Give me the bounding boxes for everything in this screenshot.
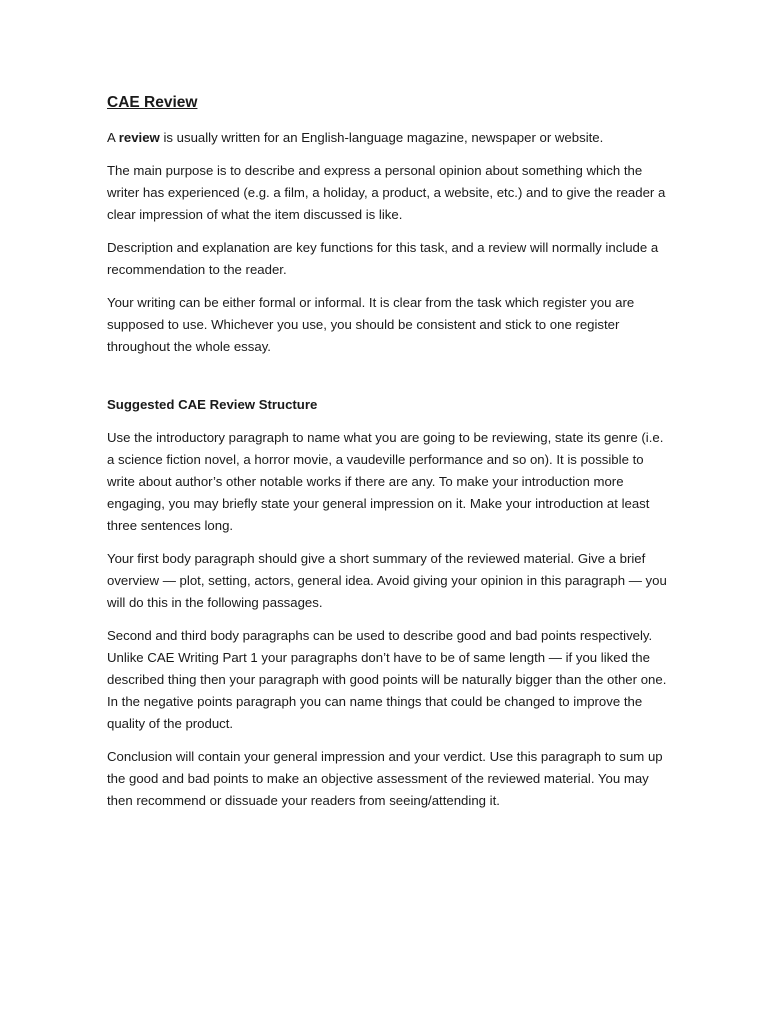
intro-prefix: A [107, 130, 119, 145]
paragraph-purpose: The main purpose is to describe and express a personal opinion about something which the writer has experienced (e.g. a film, a holiday, a product, a website, etc.) and to give the reader a clear impression of what the item discussed is like. [107, 163, 666, 222]
document-page [107, 93, 667, 823]
intro-bold-word: review [118, 130, 160, 145]
structure-heading: Suggested CAE Review Structure [107, 397, 318, 412]
intro-suffix: is usually written for an English-language magazine, newspaper or website. [159, 130, 604, 145]
paragraph-introductory: Use the introductory paragraph to name what you are going to be reviewing, state its genre (i.e. a science fiction novel, a horror movie, a vaudeville performance and so on). It is possible to write about author’s other notable works if there are any. To make your introduction more engaging, you may briefly state your general impression on it. Make your introduction at least three sentences long. [107, 430, 664, 533]
paragraph-conclusion: Conclusion will contain your general impression and your verdict. Use this paragraph to sum up the good and bad points to make an objective assessment of the reviewed material. You may then recommend or dissuade your readers from seeing/attending it. [107, 749, 663, 808]
document-title: CAE Review [107, 94, 198, 111]
paragraph-second-third-body: Second and third body paragraphs can be used to describe good and bad points respectively. Unlike CAE Writing Part 1 your paragraphs don’t have to be of same length — if you liked the described thing then your paragraph with good points will be naturally bigger than the other one. In the negative points paragraph you can name things that could be changed to improve the quality of the product. [107, 628, 667, 731]
paragraph-register: Your writing can be either formal or informal. It is clear from the task which register you are supposed to use. Whichever you use, you should be consistent and stick to one register throughout the whole essay. [107, 295, 635, 354]
intro-paragraph [107, 127, 667, 149]
paragraph-first-body: Your first body paragraph should give a short summary of the reviewed material. Give a brief overview — plot, setting, actors, general idea. Avoid giving your opinion in this paragraph — you will do this in the following passages. [107, 551, 667, 610]
paragraph-description: Description and explanation are key functions for this task, and a review will normally include a recommendation to the reader. [107, 240, 659, 277]
